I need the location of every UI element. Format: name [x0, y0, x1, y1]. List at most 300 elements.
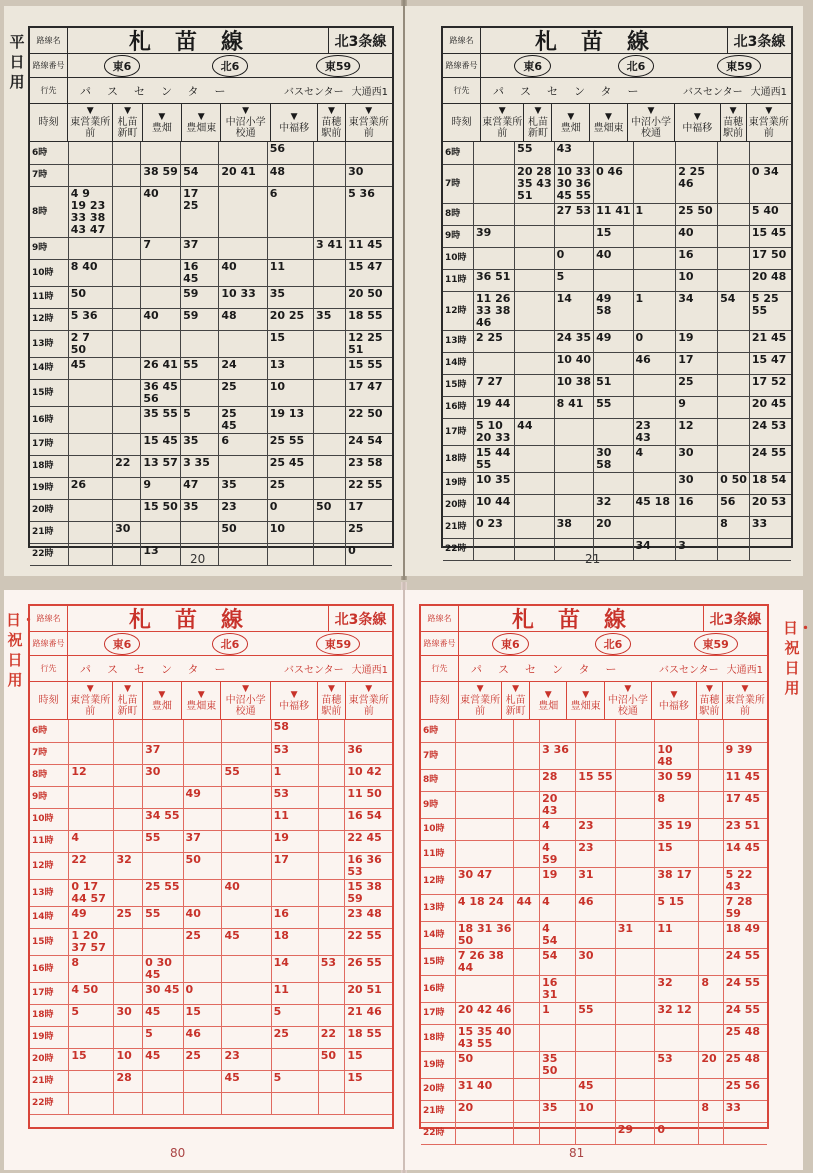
- departure-cell: [514, 867, 540, 894]
- hour-number: 12: [423, 875, 436, 886]
- departure-cell: [718, 203, 750, 225]
- departure-cell: 7 28 59: [723, 894, 767, 921]
- hour-row: [30, 852, 392, 879]
- hour-suffix: 時: [44, 363, 54, 373]
- departure-cell: 22 55: [346, 477, 392, 499]
- departure-cell: [113, 499, 141, 521]
- departure-cell: [219, 186, 267, 237]
- departure-cell: [718, 142, 750, 164]
- departure-cell: 7 26 38 44: [455, 948, 514, 975]
- route-cell: [664, 633, 767, 655]
- hour-number: 17: [32, 988, 45, 998]
- departure-cell: 17: [676, 352, 718, 374]
- departure-cell: [222, 982, 271, 1004]
- departure-cell: [633, 225, 676, 247]
- departure-cell: [219, 543, 267, 565]
- hour-cell: [30, 852, 69, 879]
- destination-odori: 大通西1: [351, 87, 388, 98]
- hour-suffix: 時: [44, 814, 54, 824]
- hour-number: 20: [423, 1084, 436, 1094]
- departure-cell: [113, 259, 141, 286]
- departure-cell: 30: [676, 445, 718, 472]
- down-arrow-icon: ▼: [197, 111, 205, 122]
- hour-cell: [30, 308, 68, 330]
- departure-cell: 50: [455, 1051, 514, 1078]
- departure-cell: 20: [455, 1100, 514, 1122]
- hour-number: 7: [423, 750, 430, 761]
- departure-cell: 19: [540, 867, 576, 894]
- departure-cell: [455, 975, 514, 1002]
- hour-row: [443, 538, 791, 560]
- departure-cell: [554, 494, 593, 516]
- departure-cell: 28: [114, 1070, 143, 1092]
- departure-cell: 24 53: [749, 418, 791, 445]
- hour-suffix: 時: [44, 549, 54, 559]
- departure-cell: [615, 1078, 655, 1100]
- departure-cell: [455, 1122, 514, 1144]
- departure-cell: [68, 406, 112, 433]
- hour-row: [30, 379, 392, 406]
- departure-cell: 1: [271, 764, 318, 786]
- down-arrow-icon: ▼: [693, 111, 701, 122]
- down-arrow-icon: ▼: [365, 684, 373, 694]
- hour-row: [443, 203, 791, 225]
- departure-cell: 5 15: [655, 894, 699, 921]
- departure-cell: [318, 786, 345, 808]
- destination-main: パスセンター: [471, 662, 633, 676]
- departure-cell: [699, 921, 723, 948]
- departure-cell: 32 12: [655, 1002, 699, 1024]
- hour-number: 11: [445, 275, 458, 285]
- hour-suffix: 時: [435, 1008, 445, 1018]
- destination-row: [421, 656, 767, 682]
- hour-number: 21: [32, 1076, 45, 1086]
- route-cell: [176, 55, 284, 77]
- departure-cell: [113, 142, 141, 164]
- hour-row: [30, 982, 392, 1004]
- departure-cell: 20 45: [749, 396, 791, 418]
- hour-suffix: 時: [44, 887, 54, 898]
- departure-cell: [113, 477, 141, 499]
- time-label: 時刻: [443, 104, 481, 141]
- hour-suffix: 時: [457, 544, 467, 554]
- stop-name: ▼ 苗穂駅前: [318, 104, 345, 141]
- departure-cell: [554, 225, 593, 247]
- departure-cell: [222, 720, 271, 742]
- departure-cell: [314, 477, 346, 499]
- hour-row: [30, 955, 392, 982]
- departure-cell: [222, 786, 271, 808]
- departure-cell: [699, 948, 723, 975]
- departure-cell: 49: [183, 786, 222, 808]
- hour-cell: [421, 894, 455, 921]
- departure-cell: 0: [554, 247, 593, 269]
- destination-bus-center: バスセンター: [284, 665, 344, 676]
- hour-row: [443, 472, 791, 494]
- timetable-grid: [419, 604, 769, 1138]
- departure-cell: [515, 396, 554, 418]
- hour-number: 6: [445, 147, 452, 158]
- stop-name: ▼ 東営業所前: [348, 684, 389, 717]
- departure-cell: [633, 269, 676, 291]
- hour-cell: [30, 357, 68, 379]
- destination-main: パスセンター: [80, 662, 242, 676]
- departure-cell: 13: [267, 357, 313, 379]
- hour-number: 11: [32, 292, 45, 302]
- hour-suffix: 時: [44, 1032, 54, 1042]
- departure-cell: [113, 186, 141, 237]
- departure-cell: [615, 1002, 655, 1024]
- time-label: 時刻: [30, 104, 68, 141]
- departure-cell: 55: [181, 357, 219, 379]
- departure-cell: [718, 445, 750, 472]
- departure-cell: [718, 247, 750, 269]
- line-label: 路線名: [30, 606, 68, 631]
- departure-cell: [474, 164, 515, 203]
- departure-cell: [183, 720, 222, 742]
- hour-number: 6: [423, 725, 430, 736]
- departure-cell: [576, 975, 615, 1002]
- departure-cell: [718, 374, 750, 396]
- departure-cell: [594, 472, 633, 494]
- departure-cell: 25 50: [676, 203, 718, 225]
- line-name: 札苗線: [128, 30, 267, 55]
- departure-cell: 12 25 51: [346, 330, 392, 357]
- hour-number: 22: [32, 1098, 45, 1108]
- departure-cell: [69, 720, 114, 742]
- departure-cell: 11: [655, 921, 699, 948]
- hour-row: [30, 1092, 392, 1114]
- departure-cell: 10 38: [554, 374, 593, 396]
- departure-cell: [723, 720, 767, 742]
- departure-cell: [318, 830, 345, 852]
- departure-cell: [633, 472, 676, 494]
- hour-suffix: 時: [457, 522, 467, 532]
- route-badge: 東59: [316, 633, 360, 655]
- departure-cell: 25 55: [267, 433, 313, 455]
- hour-number: 16: [423, 983, 436, 994]
- departure-cell: 18 54: [749, 472, 791, 494]
- stop-name: ▼ 苗穂駅前: [697, 682, 723, 719]
- departure-cell: 5 36: [346, 186, 392, 237]
- hour-cell: [30, 286, 68, 308]
- hour-number: 11: [32, 836, 45, 846]
- hour-row: [421, 1051, 767, 1078]
- departure-cell: [143, 928, 183, 955]
- departure-cell: 8: [655, 791, 699, 818]
- departure-cell: 11 26 33 38 46: [474, 291, 515, 330]
- hour-suffix: 時: [44, 836, 54, 846]
- down-arrow-icon: ▼: [327, 684, 335, 694]
- hour-number: 12: [32, 860, 45, 871]
- stop-name: ▼ 中沼小学校通: [605, 682, 652, 719]
- departure-cell: [318, 982, 345, 1004]
- hour-cell: [443, 396, 474, 418]
- hour-cell: [443, 445, 474, 472]
- departure-cell: 20 53: [749, 494, 791, 516]
- hour-row: [443, 225, 791, 247]
- departure-cell: [615, 840, 655, 867]
- departure-cell: 15: [655, 840, 699, 867]
- hour-suffix: 時: [44, 527, 54, 537]
- departure-cell: 15 45: [749, 225, 791, 247]
- hour-cell: [443, 203, 474, 225]
- hour-cell: [421, 1051, 455, 1078]
- hour-row: [30, 330, 392, 357]
- departure-cell: 22 55: [345, 928, 392, 955]
- departure-cell: 16: [676, 494, 718, 516]
- timetable-body: [421, 720, 767, 1145]
- hour-cell: [30, 830, 69, 852]
- destination-bus-center: バスセンター: [284, 87, 344, 98]
- departure-cell: 15 44 55: [474, 445, 515, 472]
- departure-cell: 25: [676, 374, 718, 396]
- departure-cell: [143, 720, 183, 742]
- departure-cell: [655, 1024, 699, 1051]
- departure-cell: [318, 928, 345, 955]
- departure-cell: 20 48: [749, 269, 791, 291]
- departure-cell: 20 51: [345, 982, 392, 1004]
- departure-cell: [318, 808, 345, 830]
- departure-cell: 11 41: [594, 203, 633, 225]
- stop-name: ▼ 苗穂駅前: [318, 682, 345, 719]
- departure-cell: [633, 142, 676, 164]
- route-cell: [459, 633, 562, 655]
- departure-cell: [222, 830, 271, 852]
- hour-cell: [30, 455, 68, 477]
- route-badge: 東59: [694, 633, 738, 655]
- line-header: [30, 28, 392, 54]
- departure-cell: 50: [68, 286, 112, 308]
- hour-number: 21: [32, 527, 45, 537]
- departure-cell: [314, 543, 346, 565]
- hour-number: 22: [445, 544, 458, 554]
- departure-cell: [183, 764, 222, 786]
- hour-number: 17: [445, 426, 458, 437]
- hour-number: 7: [445, 178, 452, 189]
- departure-cell: [515, 516, 554, 538]
- departure-cell: 30: [576, 948, 615, 975]
- departure-cell: [615, 894, 655, 921]
- departure-cell: 40: [222, 879, 271, 906]
- departure-cell: 32: [655, 975, 699, 1002]
- hour-cell: [421, 1078, 455, 1100]
- departure-cell: 18: [271, 928, 318, 955]
- departure-cell: [113, 379, 141, 406]
- timetable-body: [443, 142, 791, 561]
- hour-suffix: 時: [435, 902, 445, 913]
- departure-cell: [314, 357, 346, 379]
- departure-cell: 25: [346, 521, 392, 543]
- departure-cell: 8 41: [554, 396, 593, 418]
- departure-cell: [699, 818, 723, 840]
- hour-cell: [30, 764, 69, 786]
- line-sub-name: 北3条線: [328, 28, 392, 53]
- departure-cell: 56: [718, 494, 750, 516]
- route-header: [443, 54, 791, 78]
- departure-cell: [554, 445, 593, 472]
- departure-cell: [615, 1100, 655, 1122]
- departure-cell: 10 33: [219, 286, 267, 308]
- route-badge: 東6: [104, 55, 141, 77]
- hour-row: [30, 286, 392, 308]
- departure-cell: [699, 769, 723, 791]
- departure-cell: [346, 142, 392, 164]
- hour-suffix: 時: [38, 792, 48, 802]
- hour-suffix: 時: [429, 799, 439, 810]
- stop-name: ▼ 豊畑: [552, 104, 590, 141]
- hour-row: [443, 374, 791, 396]
- hour-row: [30, 742, 392, 764]
- hour-cell: [30, 1070, 69, 1092]
- departure-cell: 38 17: [655, 867, 699, 894]
- departure-cell: [474, 352, 515, 374]
- departure-cell: [633, 396, 676, 418]
- departure-cell: 20 43: [540, 791, 576, 818]
- down-arrow-icon: ▼: [365, 106, 373, 116]
- hour-suffix: 時: [435, 875, 445, 886]
- hour-cell: [30, 928, 69, 955]
- departure-cell: [141, 286, 181, 308]
- line-sub-name: 北3条線: [703, 606, 767, 631]
- hour-cell: [30, 164, 68, 186]
- departure-cell: 59: [181, 286, 219, 308]
- departure-cell: 8: [699, 975, 723, 1002]
- stop-name: ▼ 東営業所前: [459, 682, 502, 719]
- hour-cell: [421, 1002, 455, 1024]
- departure-cell: 15: [69, 1048, 114, 1070]
- hour-suffix: 時: [435, 1059, 445, 1070]
- departure-cell: [222, 955, 271, 982]
- hour-number: 19: [32, 483, 45, 493]
- down-arrow-icon: ▼: [741, 684, 749, 694]
- hour-cell: [30, 237, 68, 259]
- down-arrow-icon: ▼: [512, 684, 520, 694]
- down-arrow-icon: ▼: [647, 106, 655, 116]
- timetable-page-21: [405, 6, 803, 576]
- departure-cell: [183, 1070, 222, 1092]
- hour-row: [421, 720, 767, 742]
- hour-number: 14: [32, 912, 45, 922]
- hour-number: 15: [445, 380, 458, 390]
- departure-cell: [474, 142, 515, 164]
- hour-number: 18: [423, 1032, 436, 1043]
- departure-cell: [749, 142, 791, 164]
- hour-suffix: 時: [44, 267, 54, 278]
- departure-cell: 45: [143, 1048, 183, 1070]
- departure-cell: [514, 840, 540, 867]
- hour-cell: [443, 225, 474, 247]
- departure-cell: [114, 808, 143, 830]
- hour-suffix: 時: [457, 453, 467, 464]
- departure-cell: 25 45: [267, 455, 313, 477]
- departure-cell: [113, 357, 141, 379]
- hour-cell: [30, 742, 69, 764]
- departure-cell: [615, 867, 655, 894]
- hour-suffix: 時: [435, 1106, 445, 1116]
- departure-cell: [540, 720, 576, 742]
- departure-cell: 40: [676, 225, 718, 247]
- hour-suffix: 時: [457, 305, 467, 316]
- hour-row: [30, 1070, 392, 1092]
- hour-number: 8: [445, 209, 452, 219]
- hour-cell: [30, 477, 68, 499]
- departure-cell: 0 23: [474, 516, 515, 538]
- departure-cell: 35: [314, 308, 346, 330]
- hour-number: 12: [445, 305, 458, 316]
- departure-cell: 0: [633, 330, 676, 352]
- hour-cell: [30, 955, 69, 982]
- hour-cell: [421, 818, 455, 840]
- departure-cell: 10: [576, 1100, 615, 1122]
- departure-cell: 25 55: [143, 879, 183, 906]
- departure-cell: 5: [271, 1004, 318, 1026]
- hour-suffix: 時: [457, 380, 467, 390]
- line-label: 路線名: [30, 28, 68, 53]
- hour-cell: [443, 164, 474, 203]
- departure-cell: 15 55: [346, 357, 392, 379]
- departure-cell: 45: [576, 1078, 615, 1100]
- departure-cell: 48: [267, 164, 313, 186]
- departure-cell: [576, 1024, 615, 1051]
- departure-cell: [540, 1122, 576, 1144]
- hour-number: 14: [32, 363, 45, 373]
- hour-cell: [443, 472, 474, 494]
- dest-label: 行先: [421, 656, 459, 681]
- departure-cell: [345, 720, 392, 742]
- departure-cell: 35: [267, 286, 313, 308]
- timetable-grid: [441, 26, 793, 554]
- departure-cell: 23 58: [346, 455, 392, 477]
- departure-cell: [749, 538, 791, 560]
- hour-number: 22: [32, 549, 45, 559]
- hour-row: [421, 1078, 767, 1100]
- departure-cell: [554, 472, 593, 494]
- departure-cell: 32: [114, 852, 143, 879]
- departure-cell: 36 51: [474, 269, 515, 291]
- hour-number: 8: [32, 770, 39, 780]
- departure-cell: 25: [183, 1048, 222, 1070]
- down-arrow-icon: ▼: [86, 106, 94, 116]
- departure-cell: 50: [314, 499, 346, 521]
- hour-suffix: 時: [429, 725, 439, 736]
- stop-name: ▼ 札苗新町: [524, 104, 552, 141]
- hour-cell: [421, 1122, 455, 1144]
- hour-suffix: 時: [44, 912, 54, 922]
- departure-cell: 16: [676, 247, 718, 269]
- hour-suffix: 時: [44, 292, 54, 302]
- departure-cell: [314, 406, 346, 433]
- stop-name: ▼ 札苗新町: [113, 682, 142, 719]
- hour-cell: [30, 720, 69, 742]
- departure-cell: [113, 164, 141, 186]
- departure-cell: 4 54: [540, 921, 576, 948]
- departure-cell: 36 45 56: [141, 379, 181, 406]
- departure-cell: 20 28 35 43 51: [515, 164, 554, 203]
- down-arrow-icon: ▼: [124, 106, 132, 116]
- departure-cell: [114, 720, 143, 742]
- departure-cell: 51: [594, 374, 633, 396]
- departure-cell: [699, 1002, 723, 1024]
- departure-cell: [615, 1051, 655, 1078]
- hour-number: 7: [32, 748, 39, 758]
- hour-suffix: 時: [457, 500, 467, 510]
- hour-number: 15: [32, 387, 45, 398]
- departure-cell: 45: [68, 357, 112, 379]
- departure-cell: 5 40: [749, 203, 791, 225]
- departure-cell: [114, 955, 143, 982]
- hour-cell: [421, 840, 455, 867]
